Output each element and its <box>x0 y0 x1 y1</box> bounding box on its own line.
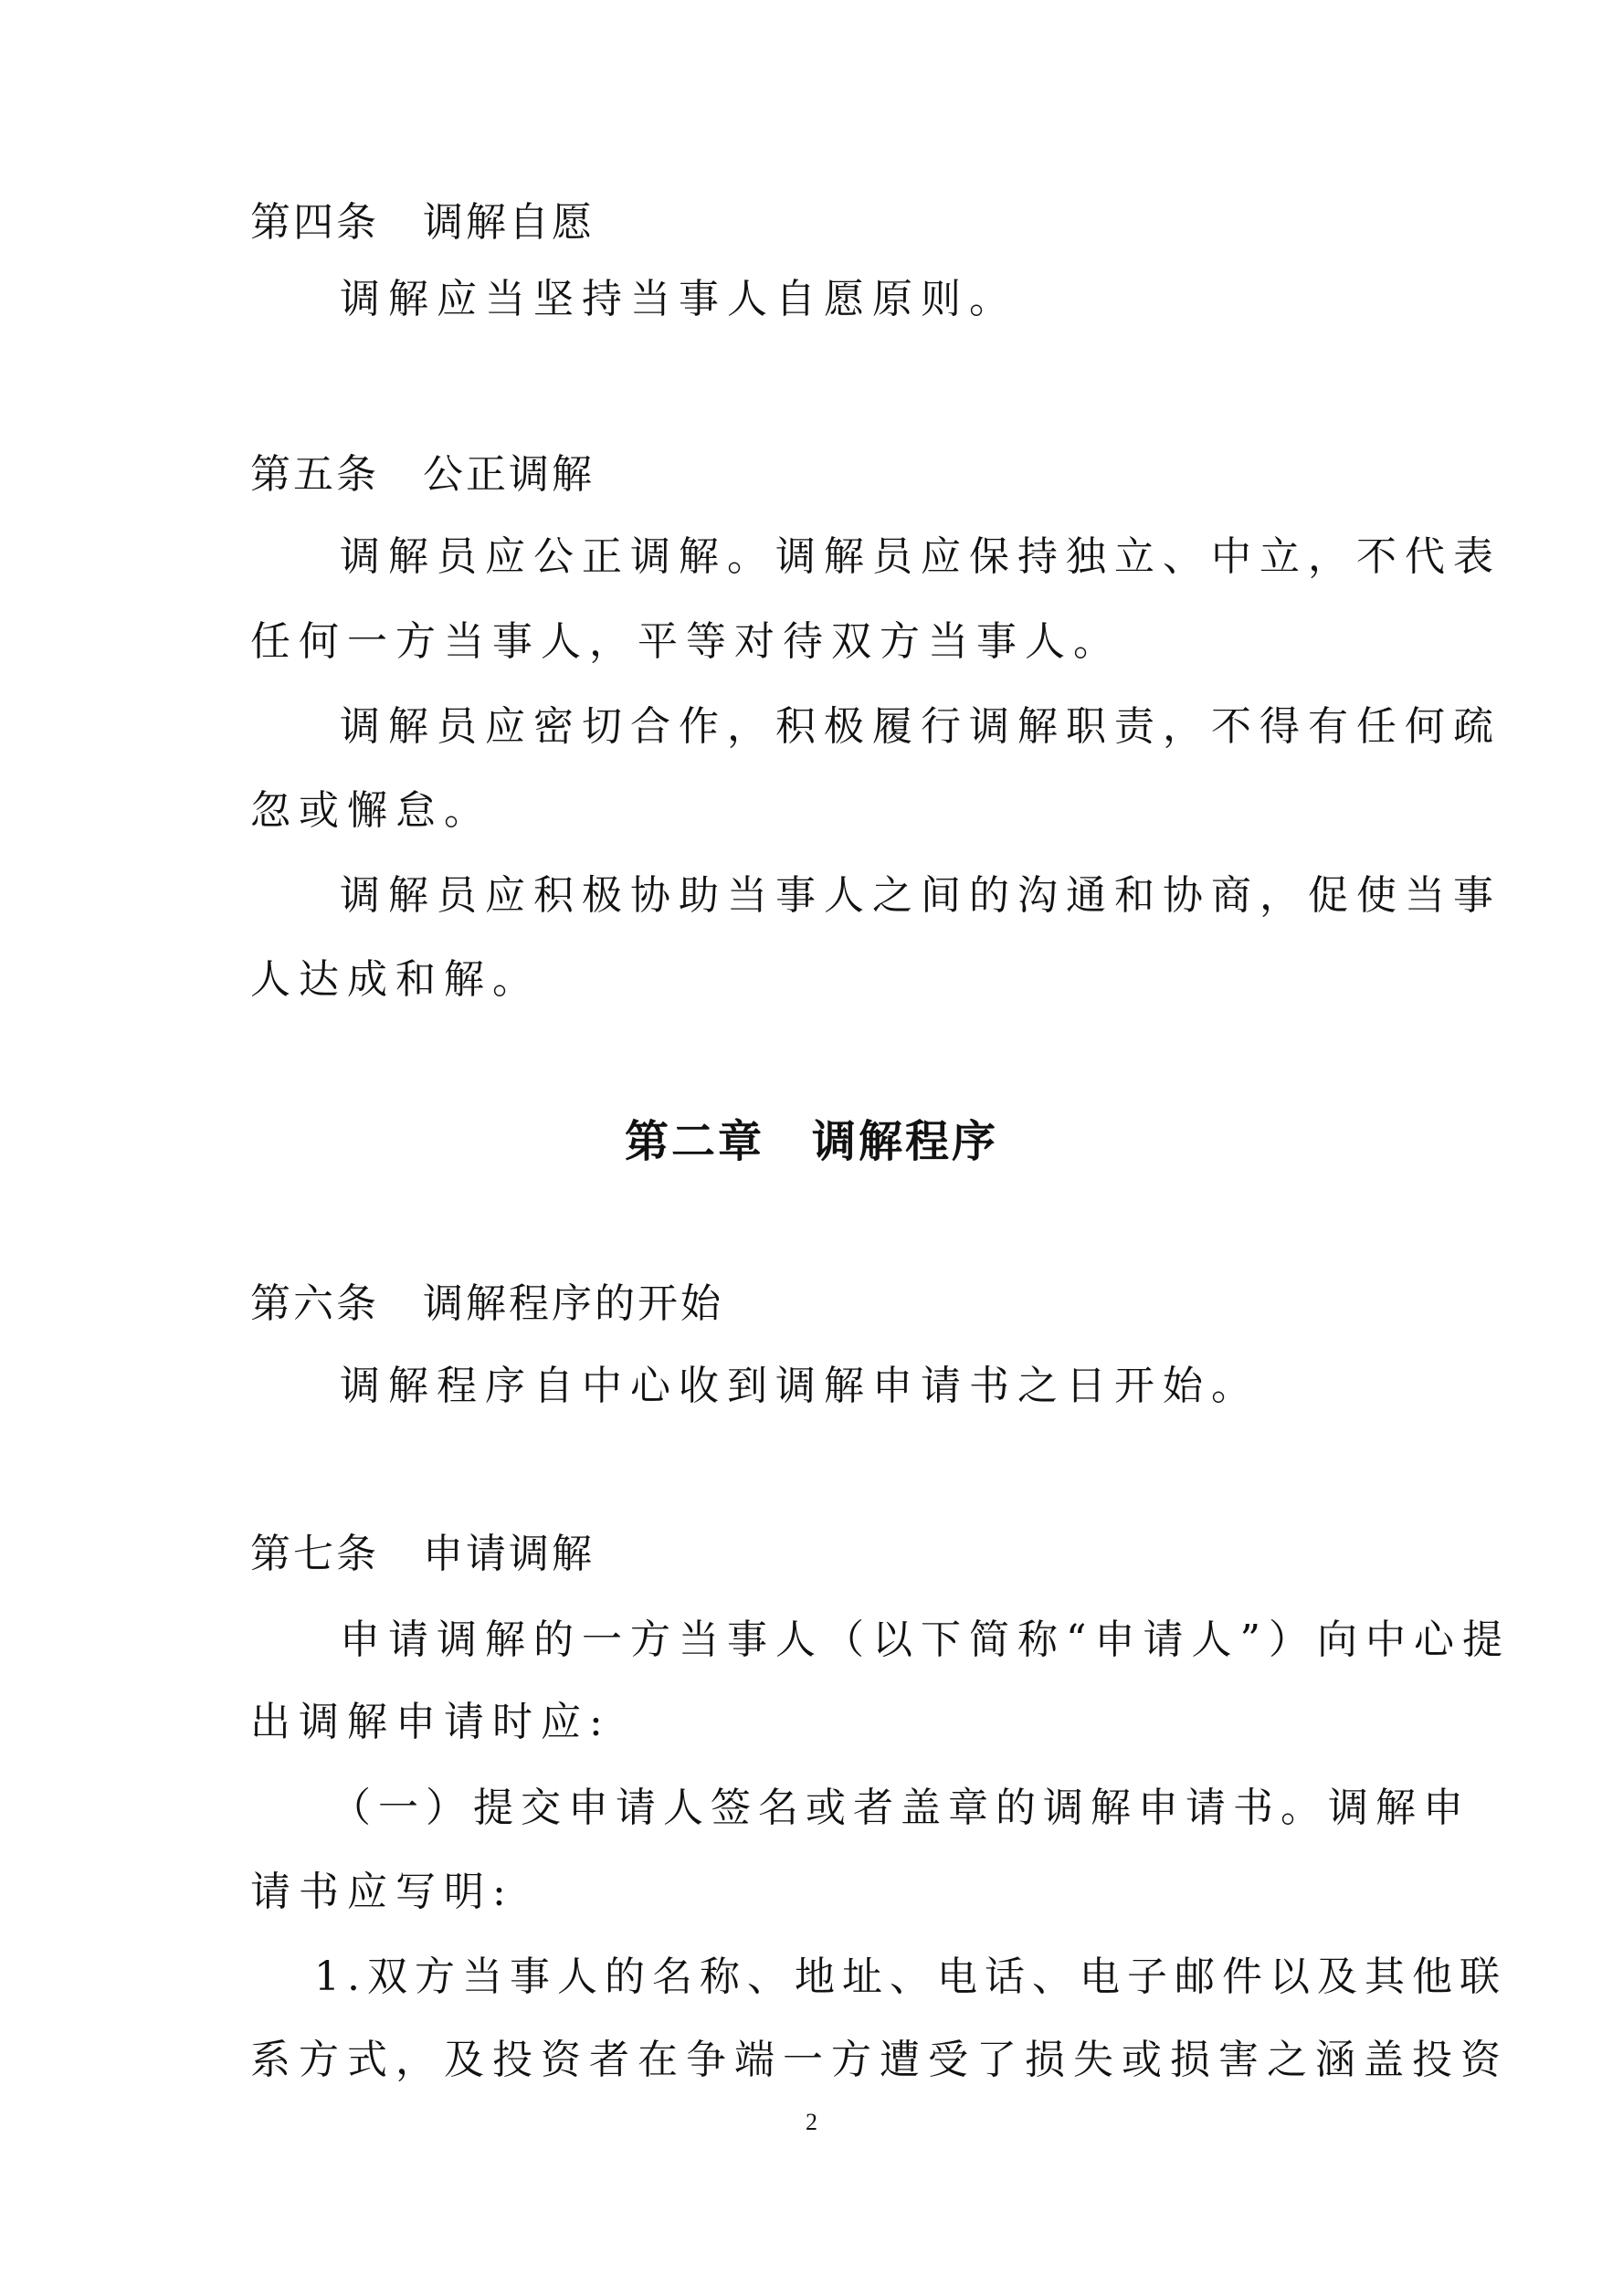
article-5-number: 第五条 <box>250 451 379 498</box>
article-5-paragraph-3-line-2: 人达成和解。 <box>250 956 541 1003</box>
article-4-number: 第四条 <box>250 199 379 246</box>
article-5-heading <box>250 448 595 502</box>
article-4-paragraph: 调解应当坚持当事人自愿原则。 <box>340 276 1017 322</box>
article-6-paragraph: 调解程序自中心收到调解申请书之日开始。 <box>340 1363 1259 1409</box>
article-6-title: 调解程序的开始 <box>423 1280 723 1327</box>
article-5-title: 公正调解 <box>423 451 595 498</box>
article-7-subitem-1-line-1: 1.双方当事人的名称、地址、电话、电子邮件以及其他联 <box>314 1954 1507 2000</box>
chapter-2-number: 第二章 <box>624 1116 764 1167</box>
article-5-paragraph-2-line-1: 调解员应密切合作，积极履行调解职责，不得有任何疏 <box>340 703 1502 750</box>
article-7-title: 申请调解 <box>423 1531 595 1577</box>
article-7-number: 第七条 <box>250 1531 379 1577</box>
article-4-heading <box>250 195 595 250</box>
article-4-title: 调解自愿 <box>423 199 595 246</box>
chapter-2-heading <box>0 1112 1623 1171</box>
article-7-item-1-line-1: （一）提交申请人签名或者盖章的调解申请书。调解申 <box>331 1785 1470 1831</box>
page-number: 2 <box>806 2109 817 2135</box>
article-7-paragraph-1-line-2: 出调解申请时应: <box>250 1699 611 1745</box>
article-7-subitem-1-line-2: 系方式，及投资者在争端一方遭受了损失或损害之涵盖投资 <box>250 2037 1509 2083</box>
article-6-number: 第六条 <box>250 1280 379 1327</box>
article-5-paragraph-2-line-2: 忽或懈怠。 <box>250 787 492 834</box>
article-7-item-1-line-2: 请书应写明: <box>250 1869 514 1915</box>
article-5-paragraph-3-line-1: 调解员应积极协助当事人之间的沟通和协商，促使当事 <box>340 872 1502 919</box>
article-7-paragraph-1-line-1: 申请调解的一方当事人（以下简称“申请人”）向中心提 <box>340 1617 1511 1663</box>
article-5-paragraph-1-line-2: 任何一方当事人，平等对待双方当事人。 <box>250 618 1122 665</box>
article-5-paragraph-1-line-1: 调解员应公正调解。调解员应保持独立、中立，不代表 <box>340 533 1502 580</box>
chapter-2-title: 调解程序 <box>812 1116 999 1167</box>
article-6-heading <box>250 1277 723 1332</box>
article-7-heading <box>250 1527 595 1582</box>
